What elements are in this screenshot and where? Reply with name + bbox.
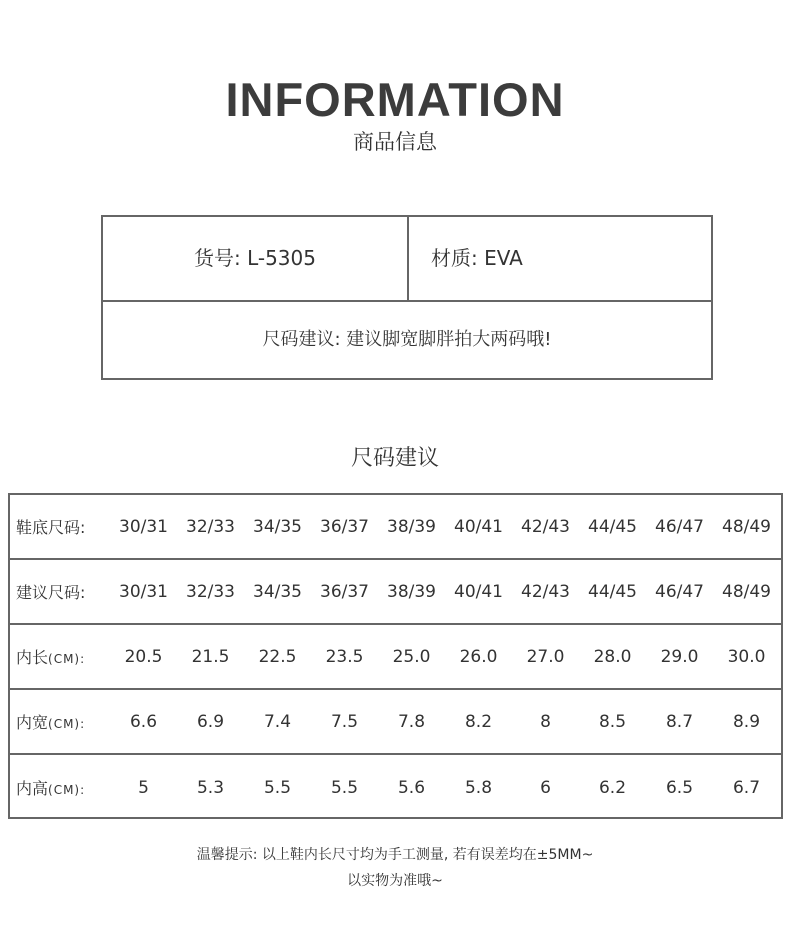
table-cell: 8 — [540, 711, 551, 732]
table-cell: 6.9 — [196, 711, 225, 732]
table-cell: 32/33 — [186, 581, 235, 602]
table-cell: 44/45 — [588, 516, 637, 537]
row-label: 鞋底尺码: — [16, 518, 86, 537]
table-row-sole-size — [10, 495, 781, 560]
table-cell: 40/41 — [454, 581, 503, 602]
table-cell: 28.0 — [593, 646, 632, 667]
table-cell: 30/31 — [119, 581, 168, 602]
page-title: INFORMATION — [225, 73, 565, 126]
table-cell: 26.0 — [459, 646, 498, 667]
table-cell: 5.5 — [330, 777, 359, 798]
table-cell: 22.5 — [258, 646, 297, 667]
table-cell: 29.0 — [660, 646, 699, 667]
table-cell: 7.4 — [263, 711, 292, 732]
table-cell: 36/37 — [320, 516, 369, 537]
row-label: 内宽(CM): — [16, 713, 86, 732]
table-row-inner-width — [10, 690, 781, 755]
table-cell: 34/35 — [253, 581, 302, 602]
table-row-inner-height — [10, 755, 781, 820]
notice-line-1: 温馨提示: 以上鞋内长尺寸均为手工测量, 若有误差均在±5MM~ — [196, 847, 594, 863]
measurement-notice — [0, 842, 790, 894]
table-cell: 23.5 — [325, 646, 364, 667]
table-cell: 5 — [138, 777, 149, 798]
table-cell: 38/39 — [387, 516, 436, 537]
table-cell: 34/35 — [253, 516, 302, 537]
table-cell: 30/31 — [119, 516, 168, 537]
table-cell: 48/49 — [722, 581, 771, 602]
table-cell: 6 — [540, 777, 551, 798]
product-info-box — [101, 215, 713, 380]
table-cell: 6.6 — [129, 711, 158, 732]
table-cell: 42/43 — [521, 516, 570, 537]
table-cell: 27.0 — [526, 646, 565, 667]
table-cell: 25.0 — [392, 646, 431, 667]
row-label: 建议尺码: — [16, 583, 86, 602]
table-cell: 36/37 — [320, 581, 369, 602]
row-label: 内高(CM): — [16, 779, 86, 798]
table-cell: 5.3 — [196, 777, 225, 798]
table-cell: 40/41 — [454, 516, 503, 537]
row-label: 内长(CM): — [16, 648, 86, 667]
material: 材质: EVA — [431, 246, 523, 270]
table-cell: 8.7 — [665, 711, 694, 732]
table-cell: 8.5 — [598, 711, 627, 732]
table-cell: 8.2 — [464, 711, 493, 732]
table-cell: 46/47 — [655, 516, 704, 537]
table-cell: 7.8 — [397, 711, 426, 732]
table-cell: 8.9 — [732, 711, 761, 732]
table-cell: 6.7 — [732, 777, 761, 798]
table-cell: 38/39 — [387, 581, 436, 602]
item-number: 货号: L-5305 — [103, 217, 409, 300]
size-tip: 尺码建议: 建议脚宽脚胖拍大两码哦! — [262, 329, 552, 350]
table-cell: 48/49 — [722, 516, 771, 537]
table-cell: 44/45 — [588, 581, 637, 602]
table-cell: 21.5 — [191, 646, 230, 667]
table-row-inner-length — [10, 625, 781, 690]
table-cell: 30.0 — [727, 646, 766, 667]
notice-line-2: 以实物为准哦~ — [347, 873, 443, 889]
table-cell: 5.6 — [397, 777, 426, 798]
table-cell: 7.5 — [330, 711, 359, 732]
table-cell: 5.8 — [464, 777, 493, 798]
table-row-recommended-size — [10, 560, 781, 625]
size-chart-title: 尺码建议 — [350, 446, 439, 471]
page-subtitle: 商品信息 — [353, 130, 437, 154]
table-cell: 42/43 — [521, 581, 570, 602]
table-cell: 6.2 — [598, 777, 627, 798]
table-cell: 20.5 — [124, 646, 163, 667]
table-cell: 32/33 — [186, 516, 235, 537]
info-row-top — [103, 217, 711, 302]
table-cell: 46/47 — [655, 581, 704, 602]
size-chart-table — [8, 493, 783, 819]
table-cell: 6.5 — [665, 777, 694, 798]
table-cell: 5.5 — [263, 777, 292, 798]
